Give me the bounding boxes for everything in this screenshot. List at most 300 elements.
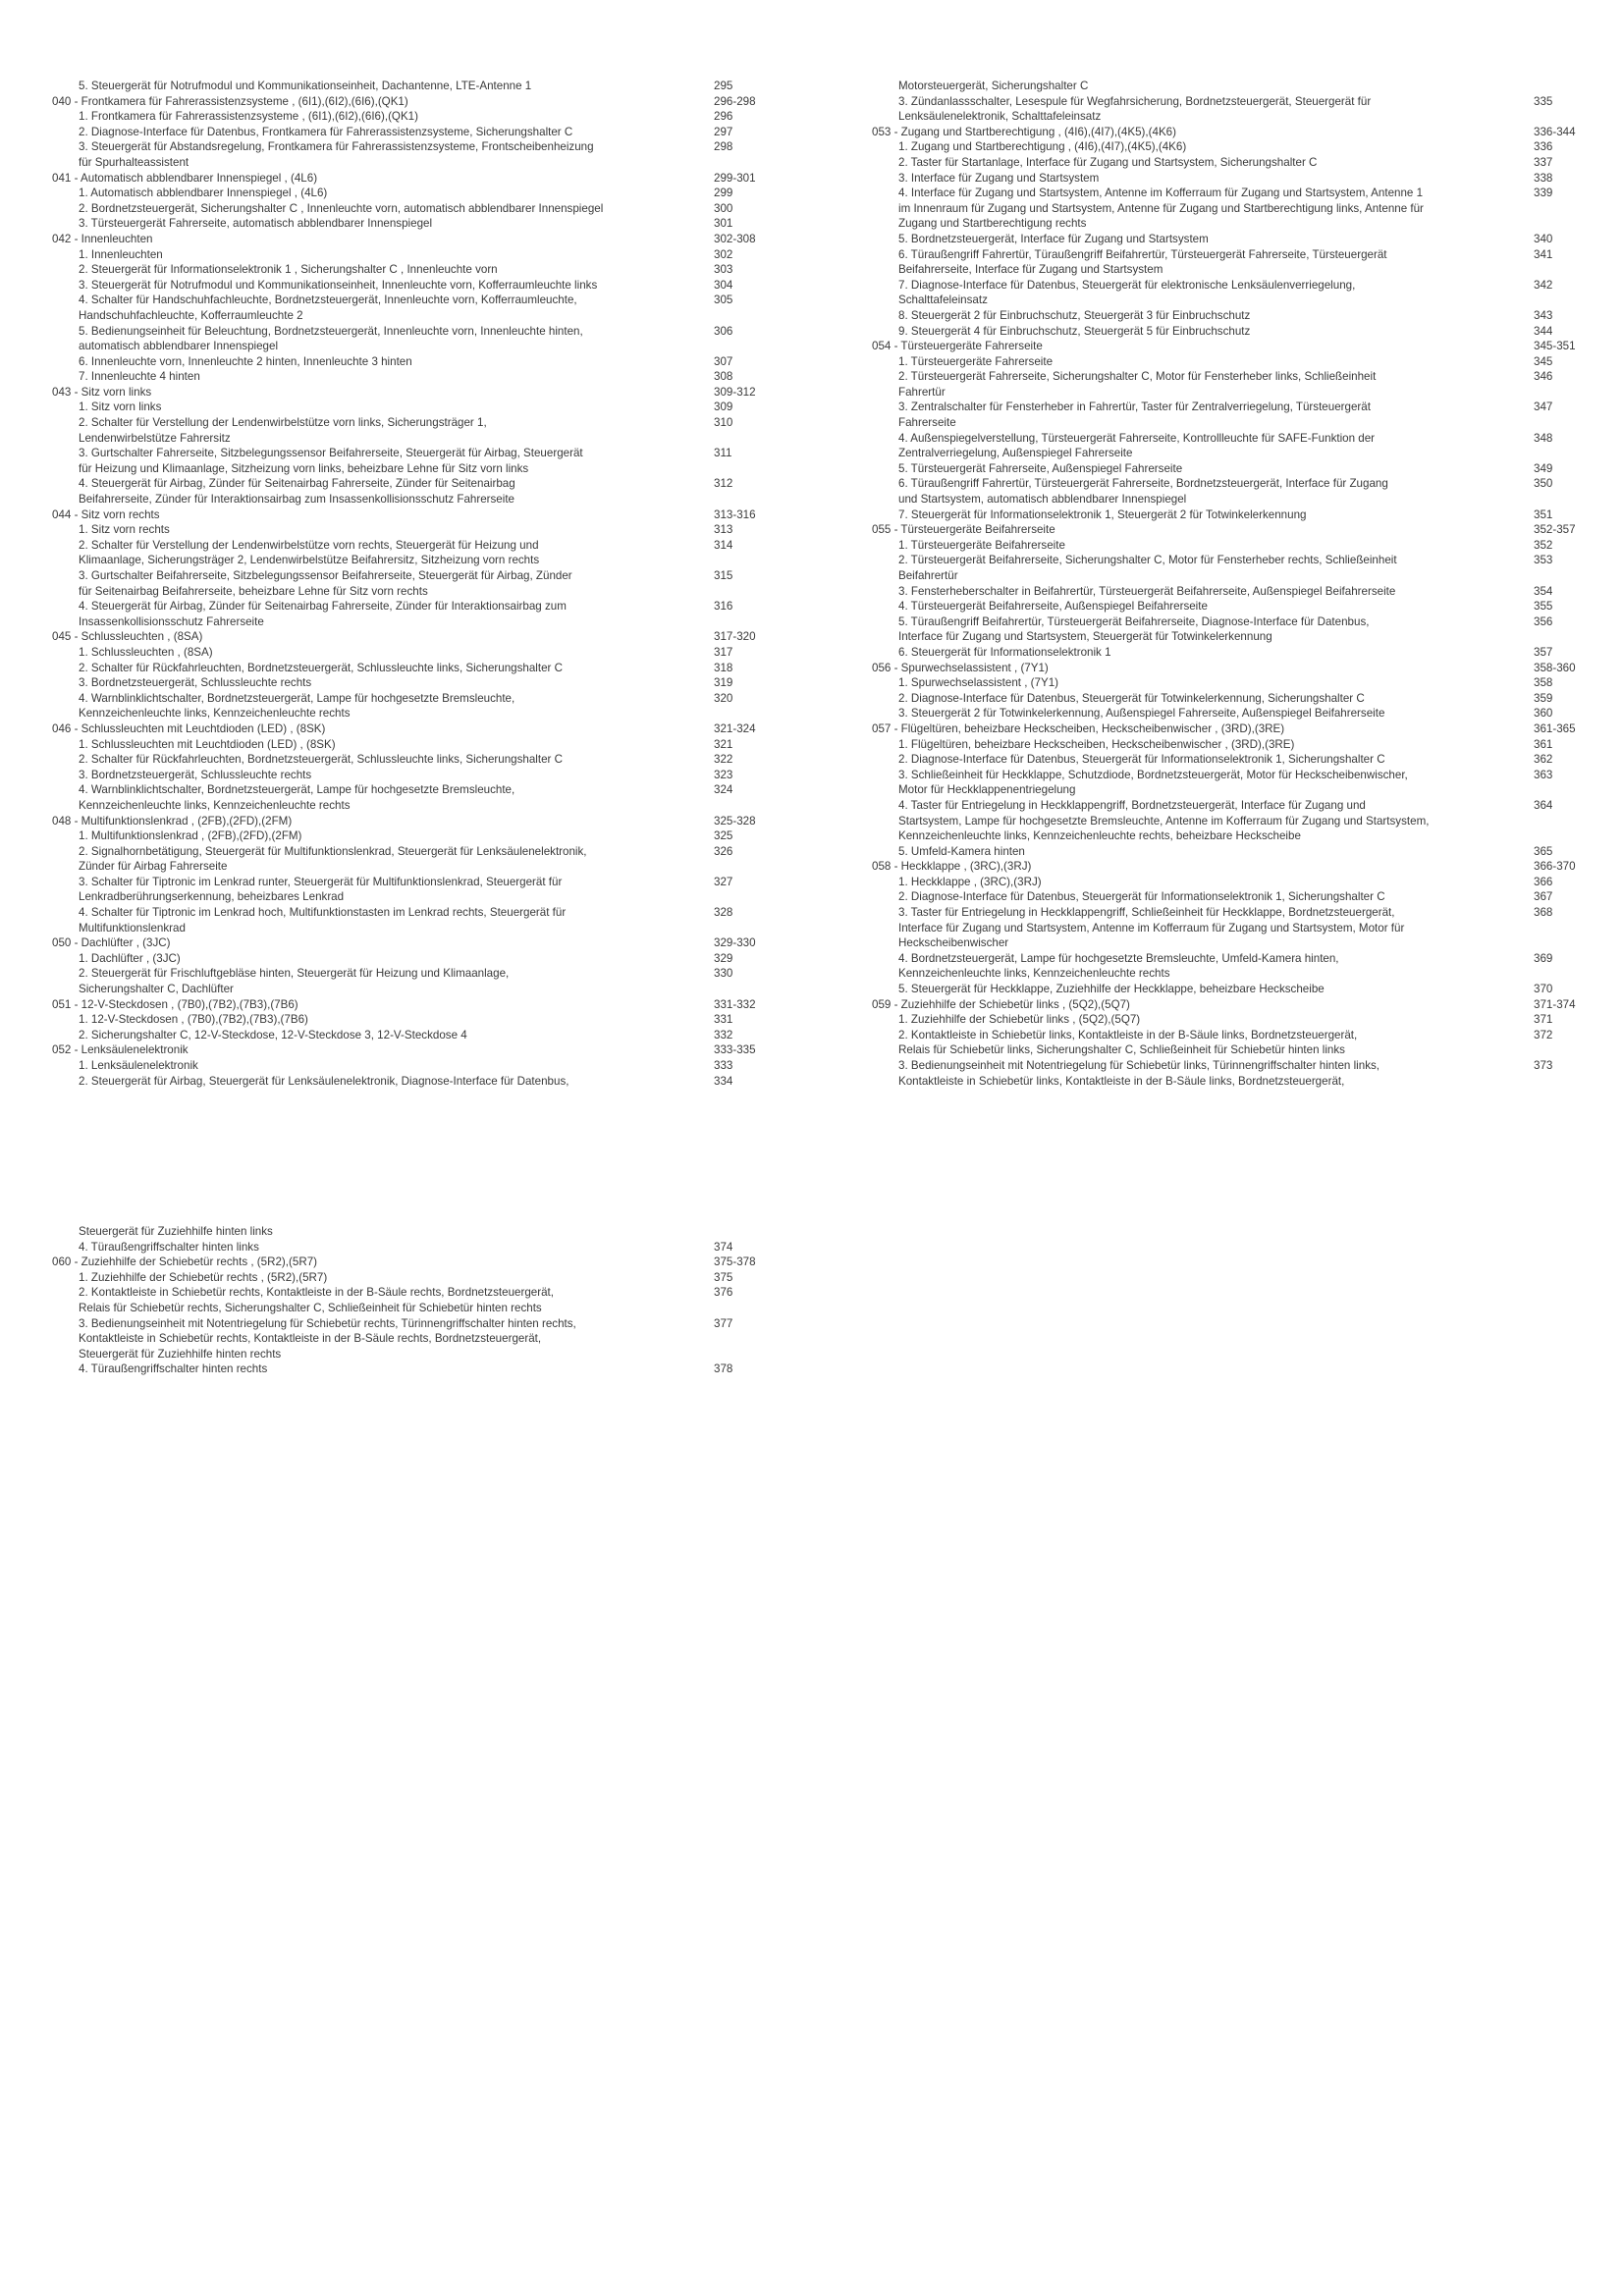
toc-entry-text: 4. Türaußengriffschalter hinten links	[79, 1240, 259, 1254]
toc-entry-row	[52, 844, 779, 860]
toc-entry-row	[872, 247, 1553, 263]
toc-entry-row	[872, 629, 1549, 645]
toc-entry-text: 5. Türaußengriff Beifahrertür, Türsteuergerät Beifahrerseite, Diagnose-Interface für Datenbus,	[898, 614, 1370, 628]
toc-page-number: 352-357	[1534, 523, 1576, 537]
toc-page-number: 359	[1534, 691, 1553, 705]
toc-page-number: 325-328	[714, 814, 756, 828]
toc-entry-row	[52, 706, 779, 721]
toc-page-number: 312	[714, 477, 733, 491]
toc-page-number: 315	[714, 569, 733, 582]
toc-page-number: 374	[714, 1240, 733, 1254]
toc-section-row	[52, 507, 779, 523]
toc-entry-text: für Spurhalteassistent	[79, 155, 189, 169]
toc-entry-row	[52, 538, 779, 554]
toc-entry-row	[872, 935, 1549, 951]
toc-entry-text: 4. Türsteuergerät Beifahrerseite, Außenspiegel Beifahrerseite	[898, 600, 1208, 614]
toc-entry-text: 4. Interface für Zugang und Startsystem, Antenne im Kofferraum für Zugang und Startsystem, Antenne 1	[898, 187, 1424, 200]
toc-entry-text: Kennzeichenleuchte links, Kennzeichenleuchte rechts	[79, 707, 351, 721]
toc-entry-row	[872, 324, 1553, 340]
toc-page-number: 320	[714, 691, 733, 705]
toc-page-number: 372	[1534, 1028, 1553, 1041]
toc-page-number: 296-298	[714, 94, 756, 108]
toc-entry-text: und Startsystem, automatisch abblendbarer Innenspiegel	[898, 493, 1187, 507]
toc-entry-text: 3. Gurtschalter Beifahrerseite, Sitzbelegungssensor Beifahrerseite, Steuergerät für Airbag, Zünder	[79, 569, 572, 582]
toc-entry-text: Zentralverriegelung, Außenspiegel Fahrerseite	[898, 447, 1133, 460]
toc-entry-text: 9. Steuergerät 4 für Einbruchschutz, Steuergerät 5 für Einbruchschutz	[898, 324, 1251, 338]
toc-entry-row	[872, 308, 1553, 324]
toc-entry-text: Interface für Zugang und Startsystem, Steuergerät für Totwinkelerkennung	[898, 630, 1272, 644]
toc-entry-row	[872, 186, 1553, 201]
toc-page-number: 366-370	[1534, 860, 1576, 874]
toc-page-number: 353	[1534, 554, 1553, 567]
toc-page-number: 373	[1534, 1059, 1553, 1072]
toc-entry-row	[872, 415, 1549, 431]
toc-page-number: 378	[714, 1362, 733, 1376]
toc-entry-row	[52, 889, 779, 905]
toc-page-number: 333-335	[714, 1043, 756, 1057]
toc-entry-row	[52, 492, 779, 507]
toc-entry-text: 5. Bedienungseinheit für Beleuchtung, Bordnetzsteuergerät, Innenleuchte vorn, Innenleuchte hinten,	[79, 324, 583, 338]
toc-entry-text: 055 - Türsteuergeräte Beifahrerseite	[872, 523, 1055, 537]
toc-entry-row	[872, 201, 1549, 217]
toc-section-row	[52, 385, 779, 400]
toc-entry-row	[52, 109, 779, 125]
toc-entry-row	[52, 354, 779, 370]
toc-entry-text: Schalttafeleinsatz	[898, 294, 988, 307]
toc-entry-row	[52, 675, 779, 691]
toc-entry-row	[52, 125, 779, 140]
toc-entry-row	[872, 492, 1549, 507]
toc-entry-row	[872, 828, 1549, 844]
toc-page-number: 324	[714, 783, 733, 797]
toc-page-number: 339	[1534, 187, 1553, 200]
toc-entry-text: 4. Bordnetzsteuergerät, Lampe für hochgesetzte Bremsleuchte, Umfeld-Kamera hinten,	[898, 951, 1339, 965]
toc-entry-row	[872, 905, 1553, 921]
toc-page-number: 316	[714, 600, 733, 614]
toc-page-number: 360	[1534, 707, 1553, 721]
toc-entry-row	[872, 171, 1553, 187]
toc-entry-row	[52, 278, 779, 294]
toc-entry-row	[52, 691, 779, 707]
toc-entry-text: 3. Zentralschalter für Fensterheber in Fahrertür, Taster für Zentralverriegelung, Türsteuergerät	[898, 400, 1371, 414]
toc-entry-row	[872, 706, 1553, 721]
toc-page-number: 343	[1534, 308, 1553, 322]
toc-entry-text: 7. Diagnose-Interface für Datenbus, Steuergerät für elektronische Lenksäulenverriegelung,	[898, 278, 1356, 292]
toc-entry-text: 050 - Dachlüfter , (3JC)	[52, 936, 171, 950]
toc-entry-row	[872, 278, 1553, 294]
toc-page-number: 319	[714, 676, 733, 690]
toc-entry-text: Multifunktionslenkrad	[79, 921, 186, 934]
toc-entry-row	[52, 201, 779, 217]
toc-page-number: 377	[714, 1316, 733, 1330]
toc-entry-text: 3. Türsteuergerät Fahrerseite, automatisch abblendbarer Innenspiegel	[79, 217, 433, 231]
toc-section-row	[872, 859, 1576, 875]
toc-entry-row	[52, 1012, 779, 1028]
toc-page-number: 329	[714, 951, 733, 965]
toc-entry-text: 5. Steuergerät für Heckklappe, Zuziehhilfe der Heckklappe, beheizbare Heckscheibe	[898, 983, 1325, 996]
toc-entry-text: 052 - Lenksäulenelektronik	[52, 1043, 189, 1057]
toc-page-number: 304	[714, 278, 733, 292]
toc-page-number: 328	[714, 906, 733, 920]
toc-page-number: 332	[714, 1028, 733, 1041]
toc-section-row	[52, 1255, 779, 1270]
toc-entry-text: 048 - Multifunktionslenkrad , (2FB),(2FD),(2FM)	[52, 814, 293, 828]
toc-entry-text: 1. Flügeltüren, beheizbare Heckscheiben, Heckscheibenwischer , (3RD),(3RE)	[898, 737, 1295, 751]
toc-section-row	[52, 232, 779, 247]
toc-entry-row	[52, 768, 779, 783]
toc-page-number: 333	[714, 1059, 733, 1072]
toc-entry-row	[872, 675, 1553, 691]
toc-entry-row	[872, 232, 1553, 247]
toc-entry-text: 1. Zugang und Startberechtigung , (4I6),(4I7),(4K5),(4K6)	[898, 140, 1187, 154]
toc-page-number: 310	[714, 416, 733, 430]
toc-entry-row	[52, 186, 779, 201]
toc-entry-text: 2. Steuergerät für Frischluftgebläse hinten, Steuergerät für Heizung und Klimaanlage,	[79, 967, 510, 981]
toc-entry-row	[872, 568, 1549, 584]
toc-entry-text: 1. Spurwechselassistent , (7Y1)	[898, 676, 1059, 690]
toc-page-number: 314	[714, 538, 733, 552]
toc-entry-text: 3. Steuergerät für Abstandsregelung, Frontkamera für Fahrerassistenzsysteme, Frontscheibenheizung	[79, 140, 594, 154]
toc-entry-row	[872, 507, 1553, 523]
toc-page-number: 307	[714, 354, 733, 368]
toc-entry-text: 1. Multifunktionslenkrad , (2FB),(2FD),(2FM)	[79, 829, 302, 843]
toc-page-number: 317	[714, 645, 733, 659]
toc-entry-text: 3. Taster für Entriegelung in Heckklappengriff, Schließeinheit für Heckklappe, Bordnetzsteuergerät,	[898, 906, 1395, 920]
toc-entry-row	[52, 339, 779, 354]
toc-entry-row	[52, 614, 779, 630]
toc-entry-text: 3. Steuergerät 2 für Totwinkelerkennung, Außenspiegel Fahrerseite, Außenspiegel Beifahrerseite	[898, 707, 1385, 721]
toc-page-number: 302-308	[714, 232, 756, 245]
toc-entry-row	[872, 1042, 1549, 1058]
toc-page-number: 376	[714, 1286, 733, 1300]
toc-page-number: 297	[714, 125, 733, 138]
toc-page-number: 375	[714, 1270, 733, 1284]
toc-entry-text: 054 - Türsteuergeräte Fahrerseite	[872, 340, 1043, 353]
toc-entry-row	[52, 415, 779, 431]
toc-page-number: 357	[1534, 645, 1553, 659]
toc-entry-text: 5. Umfeld-Kamera hinten	[898, 844, 1025, 858]
toc-entry-text: 4. Schalter für Tiptronic im Lenkrad hoch, Multifunktionstasten im Lenkrad rechts, Steuergerät für	[79, 906, 567, 920]
toc-section-row	[52, 171, 779, 187]
toc-page-number: 327	[714, 875, 733, 888]
toc-page-number: 298	[714, 140, 733, 154]
toc-entry-row	[52, 324, 779, 340]
toc-entry-row	[872, 921, 1549, 936]
toc-entry-row	[52, 155, 779, 171]
toc-entry-row	[872, 798, 1553, 814]
toc-entry-row	[872, 889, 1553, 905]
toc-entry-text: 1. Frontkamera für Fahrerassistenzsysteme , (6I1),(6I2),(6I6),(QK1)	[79, 110, 418, 124]
toc-page-number: 369	[1534, 951, 1553, 965]
toc-section-row	[52, 935, 779, 951]
toc-entry-row	[872, 814, 1549, 829]
toc-page-number: 352	[1534, 538, 1553, 552]
toc-entry-text: 2. Kontaktleiste in Schiebetür rechts, Kontaktleiste in der B-Säule rechts, Bordnetzsteuergerät,	[79, 1286, 554, 1300]
toc-entry-text: Kontaktleiste in Schiebetür rechts, Kontaktleiste in der B-Säule rechts, Bordnetzsteuergerät,	[79, 1332, 542, 1346]
toc-entry-row	[872, 79, 1549, 94]
toc-entry-text: 2. Signalhornbetätigung, Steuergerät für Multifunktionslenkrad, Steuergerät für Lenksäulenelektronik,	[79, 844, 587, 858]
toc-section-row	[872, 721, 1576, 737]
toc-entry-row	[52, 859, 779, 875]
toc-page-number: 329-330	[714, 936, 756, 950]
toc-entry-row	[872, 139, 1553, 155]
toc-entry-text: Fahrerseite	[898, 416, 956, 430]
toc-entry-text: 3. Bordnetzsteuergerät, Schlussleuchte rechts	[79, 676, 312, 690]
toc-entry-text: 2. Schalter für Verstellung der Lendenwirbelstütze vorn links, Sicherungsträger 1,	[79, 416, 487, 430]
toc-entry-row	[52, 1331, 779, 1347]
toc-entry-text: 3. Gurtschalter Fahrerseite, Sitzbelegungssensor Beifahrerseite, Steuergerät für Airbag, Steuergerät	[79, 447, 583, 460]
toc-entry-text: Steuergerät für Zuziehhilfe hinten rechts	[79, 1347, 282, 1361]
toc-section-row	[52, 814, 779, 829]
toc-page-number: 364	[1534, 798, 1553, 812]
toc-entry-text: 1. Innenleuchten	[79, 247, 163, 261]
toc-page-number: 296	[714, 110, 733, 124]
toc-entry-row	[52, 369, 779, 385]
toc-entry-row	[52, 1347, 779, 1362]
toc-entry-row	[872, 844, 1553, 860]
toc-page-number: 366	[1534, 875, 1553, 888]
toc-entry-row	[872, 1074, 1549, 1090]
toc-page-number: 334	[714, 1074, 733, 1088]
toc-page-number: 367	[1534, 890, 1553, 904]
toc-entry-text: 5. Türsteuergerät Fahrerseite, Außenspiegel Fahrerseite	[898, 461, 1183, 475]
toc-section-row	[872, 522, 1576, 538]
toc-entry-text: 044 - Sitz vorn rechts	[52, 507, 160, 521]
toc-entry-text: Zünder für Airbag Fahrerseite	[79, 860, 228, 874]
toc-entry-text: Handschuhfachleuchte, Kofferraumleuchte 2	[79, 308, 303, 322]
toc-entry-row	[52, 645, 779, 661]
toc-entry-text: 056 - Spurwechselassistent , (7Y1)	[872, 661, 1049, 674]
toc-entry-text: 2. Bordnetzsteuergerät, Sicherungshalter C , Innenleuchte vorn, automatisch abblendbarer Innenspiegel	[79, 201, 604, 215]
toc-entry-text: 2. Türsteuergerät Beifahrerseite, Sicherungshalter C, Motor für Fensterheber rechts, Schließeinheit	[898, 554, 1397, 567]
toc-page-number: 331	[714, 1013, 733, 1027]
toc-entry-row	[52, 1028, 779, 1043]
toc-entry-row	[872, 966, 1549, 982]
toc-section-row	[872, 997, 1576, 1013]
toc-entry-row	[52, 1074, 779, 1090]
toc-entry-row	[872, 553, 1553, 568]
toc-page-number: 323	[714, 768, 733, 781]
toc-page-number: 354	[1534, 584, 1553, 598]
toc-entry-row	[52, 1362, 779, 1377]
toc-page-number: 358-360	[1534, 661, 1576, 674]
toc-page-number: 346	[1534, 370, 1553, 384]
toc-entry-row	[52, 982, 779, 997]
toc-entry-row	[872, 216, 1549, 232]
toc-entry-text: 4. Steuergerät für Airbag, Zünder für Seitenairbag Fahrerseite, Zünder für Seitenairbag	[79, 477, 515, 491]
toc-entry-text: 3. Schließeinheit für Heckklappe, Schutzdiode, Bordnetzsteuergerät, Motor für Heckscheibenwischer,	[898, 768, 1408, 781]
toc-entry-text: automatisch abblendbarer Innenspiegel	[79, 340, 279, 353]
toc-entry-text: 6. Türaußengriff Fahrertür, Türsteuergerät Fahrerseite, Bordnetzsteuergerät, Interface für Zugang	[898, 477, 1388, 491]
toc-page-number: 348	[1534, 431, 1553, 445]
toc-entry-row	[872, 385, 1549, 400]
toc-page-number: 335	[1534, 94, 1553, 108]
toc-entry-text: Relais für Schiebetür rechts, Sicherungshalter C, Schließeinheit für Schiebetür hinten rechts	[79, 1301, 542, 1314]
toc-entry-text: Klimaanlage, Sicherungsträger 2, Lendenwirbelstütze Beifahrersitz, Sitzheizung vorn rechts	[79, 554, 540, 567]
toc-page-number: 321	[714, 737, 733, 751]
toc-entry-text: 3. Fensterheberschalter in Beifahrertür, Türsteuergerät Beifahrerseite, Außenspiegel Beifahrerseite	[898, 584, 1396, 598]
toc-page-number: 303	[714, 263, 733, 277]
toc-page-number: 330	[714, 967, 733, 981]
toc-entry-text: Steuergerät für Zuziehhilfe hinten links	[79, 1225, 273, 1238]
toc-page-number: 375-378	[714, 1255, 756, 1269]
toc-column-left-continued	[52, 1224, 779, 1377]
toc-page-number: 301	[714, 217, 733, 231]
toc-entry-row	[872, 400, 1553, 415]
toc-page-number: 295	[714, 80, 733, 92]
toc-entry-text: 042 - Innenleuchten	[52, 232, 153, 245]
toc-entry-text: 1. Heckklappe , (3RC),(3RJ)	[898, 875, 1042, 888]
toc-page-number: 368	[1534, 906, 1553, 920]
toc-page-number: 336-344	[1534, 125, 1576, 138]
toc-entry-row	[52, 905, 779, 921]
toc-entry-row	[52, 79, 779, 94]
toc-entry-row	[52, 1285, 779, 1301]
toc-page-number: 336	[1534, 140, 1553, 154]
toc-entry-row	[872, 431, 1553, 447]
toc-entry-row	[52, 1240, 779, 1255]
toc-entry-text: 4. Steuergerät für Airbag, Zünder für Seitenairbag Fahrerseite, Zünder für Interaktionsairbag zum	[79, 600, 567, 614]
toc-entry-text: 046 - Schlussleuchten mit Leuchtdioden (LED) , (8SK)	[52, 721, 326, 735]
toc-entry-text: 059 - Zuziehhilfe der Schiebetür links , (5Q2),(5Q7)	[872, 997, 1130, 1011]
toc-entry-row	[52, 951, 779, 967]
toc-entry-text: Heckscheibenwischer	[898, 936, 1009, 950]
toc-entry-text: 4. Schalter für Handschuhfachleuchte, Bordnetzsteuergerät, Innenleuchte vorn, Kofferraumleuchte,	[79, 294, 577, 307]
toc-entry-row	[872, 1028, 1553, 1043]
toc-page-number: 300	[714, 201, 733, 215]
toc-entry-text: für Seitenairbag Beifahrerseite, beheizbare Lehne für Sitz vorn rechts	[79, 584, 428, 598]
toc-page-number: 350	[1534, 477, 1553, 491]
toc-entry-row	[872, 691, 1553, 707]
toc-entry-text: 2. Diagnose-Interface für Datenbus, Steuergerät für Informationselektronik 1, Sicherungshalter C	[898, 753, 1385, 767]
toc-entry-row	[52, 400, 779, 415]
toc-page-number: 340	[1534, 232, 1553, 245]
toc-page-number: 341	[1534, 247, 1553, 261]
toc-entry-text: 3. Zündanlassschalter, Lesespule für Wegfahrsicherung, Bordnetzsteuergerät, Steuergerät für	[898, 94, 1372, 108]
toc-entry-text: 4. Türaußengriffschalter hinten rechts	[79, 1362, 268, 1376]
toc-entry-text: 5. Bordnetzsteuergerät, Interface für Zugang und Startsystem	[898, 232, 1209, 245]
toc-entry-row	[872, 982, 1553, 997]
toc-entry-text: 2. Schalter für Rückfahrleuchten, Bordnetzsteuergerät, Schlussleuchte links, Sicherungshalter C	[79, 753, 563, 767]
toc-page-number: 345	[1534, 354, 1553, 368]
toc-entry-row	[872, 614, 1553, 630]
toc-page-number: 322	[714, 753, 733, 767]
toc-entry-row	[52, 798, 779, 814]
toc-entry-row	[52, 921, 779, 936]
toc-page-number: 358	[1534, 676, 1553, 690]
toc-entry-row	[872, 461, 1553, 477]
toc-entry-text: 041 - Automatisch abblendbarer Innenspiegel , (4L6)	[52, 171, 318, 185]
toc-entry-row	[52, 966, 779, 982]
toc-entry-row	[52, 476, 779, 492]
toc-entry-text: Interface für Zugang und Startsystem, Antenne im Kofferraum für Zugang und Startsystem, Motor für	[898, 921, 1405, 934]
toc-page-number: 299-301	[714, 171, 756, 185]
toc-page-number: 331-332	[714, 997, 756, 1011]
toc-entry-text: 2. Diagnose-Interface für Datenbus, Frontkamera für Fahrerassistenzsysteme, Sicherungshalter C	[79, 125, 573, 138]
toc-entry-row	[52, 139, 779, 155]
toc-entry-text: 1. Automatisch abblendbarer Innenspiegel , (4L6)	[79, 187, 328, 200]
toc-entry-row	[52, 875, 779, 890]
toc-entry-text: 1. Sitz vorn rechts	[79, 523, 170, 537]
toc-section-row	[872, 339, 1576, 354]
toc-entry-text: 1. Schlussleuchten , (8SA)	[79, 645, 213, 659]
toc-page-number: 362	[1534, 753, 1553, 767]
toc-entry-row	[52, 247, 779, 263]
toc-page-number: 365	[1534, 844, 1553, 858]
toc-entry-row	[52, 568, 779, 584]
toc-entry-text: Beifahrertür	[898, 569, 958, 582]
toc-entry-row	[872, 875, 1553, 890]
toc-entry-text: 1. Lenksäulenelektronik	[79, 1059, 198, 1072]
toc-entry-row	[872, 538, 1553, 554]
toc-entry-text: 1. Dachlüfter , (3JC)	[79, 951, 181, 965]
toc-entry-text: Fahrertür	[898, 385, 946, 399]
toc-page-number: 317-320	[714, 630, 756, 644]
toc-entry-row	[872, 262, 1549, 278]
toc-page-number: 342	[1534, 278, 1553, 292]
toc-entry-row	[52, 828, 779, 844]
toc-section-row	[52, 94, 779, 110]
toc-page-number: 299	[714, 187, 733, 200]
toc-entry-text: 2. Diagnose-Interface für Datenbus, Steuergerät für Totwinkelerkennung, Sicherungshalter C	[898, 691, 1365, 705]
toc-entry-row	[872, 782, 1549, 798]
toc-entry-row	[872, 354, 1553, 370]
toc-page-number: 344	[1534, 324, 1553, 338]
toc-entry-text: 2. Schalter für Rückfahrleuchten, Bordnetzsteuergerät, Schlussleuchte links, Sicherungshalter C	[79, 661, 563, 674]
toc-entry-text: 7. Steuergerät für Informationselektronik 1, Steuergerät 2 für Totwinkelerkennung	[898, 507, 1307, 521]
toc-column-right	[872, 79, 1576, 1089]
toc-entry-row	[52, 262, 779, 278]
toc-page-number: 305	[714, 294, 733, 307]
toc-entry-text: 8. Steuergerät 2 für Einbruchschutz, Steuergerät 3 für Einbruchschutz	[898, 308, 1251, 322]
toc-entry-row	[872, 109, 1549, 125]
toc-entry-text: 1. Schlussleuchten mit Leuchtdioden (LED) , (8SK)	[79, 737, 336, 751]
toc-page-number: 306	[714, 324, 733, 338]
toc-page-number: 311	[714, 447, 732, 460]
toc-entry-text: Kontaktleiste in Schiebetür links, Kontaktleiste in der B-Säule links, Bordnetzsteuergerät,	[898, 1074, 1345, 1088]
toc-entry-text: 051 - 12-V-Steckdosen , (7B0),(7B2),(7B3),(7B6)	[52, 997, 298, 1011]
toc-page-number: 361	[1534, 737, 1553, 751]
toc-entry-row	[52, 661, 779, 676]
toc-entry-text: 1. 12-V-Steckdosen , (7B0),(7B2),(7B3),(7B6)	[79, 1013, 308, 1027]
toc-page-number: 363	[1534, 768, 1553, 781]
toc-entry-text: Sicherungshalter C, Dachlüfter	[79, 983, 234, 996]
toc-entry-row	[52, 293, 779, 308]
toc-entry-row	[52, 522, 779, 538]
toc-entry-text: 1. Zuziehhilfe der Schiebetür links , (5Q2),(5Q7)	[898, 1013, 1141, 1027]
toc-page-number: 356	[1534, 614, 1553, 628]
toc-entry-text: 3. Bordnetzsteuergerät, Schlussleuchte rechts	[79, 768, 312, 781]
toc-entry-text: 2. Steuergerät für Informationselektronik 1 , Sicherungshalter C , Innenleuchte vorn	[79, 263, 498, 277]
toc-entry-text: Motor für Heckklappenentriegelung	[898, 783, 1076, 797]
toc-entry-row	[872, 293, 1549, 308]
toc-entry-row	[52, 737, 779, 753]
toc-page-number: 337	[1534, 155, 1553, 169]
toc-column-left	[52, 79, 779, 1089]
toc-entry-text: 6. Türaußengriff Fahrertür, Türaußengriff Beifahrertür, Türsteuergerät Fahrerseite, Türsteuergerät	[898, 247, 1387, 261]
toc-entry-text: 2. Kontaktleiste in Schiebetür links, Kontaktleiste in der B-Säule links, Bordnetzsteuergerät,	[898, 1028, 1358, 1041]
toc-entry-row	[872, 599, 1553, 614]
toc-entry-text: Motorsteuergerät, Sicherungshalter C	[898, 80, 1089, 92]
toc-page-number: 351	[1534, 507, 1553, 521]
toc-entry-text: 2. Sicherungshalter C, 12-V-Steckdose, 12-V-Steckdose 3, 12-V-Steckdose 4	[79, 1028, 467, 1041]
toc-entry-row	[872, 446, 1549, 461]
toc-entry-text: 4. Außenspiegelverstellung, Türsteuergerät Fahrerseite, Kontrollleuchte für SAFE-Funktion der	[898, 431, 1376, 445]
toc-entry-text: 053 - Zugang und Startberechtigung , (4I6),(4I7),(4K5),(4K6)	[872, 125, 1176, 138]
toc-entry-row	[52, 461, 779, 477]
toc-section-row	[52, 1042, 779, 1058]
toc-entry-text: 4. Taster für Entriegelung in Heckklappengriff, Bordnetzsteuergerät, Interface für Zugang und	[898, 798, 1366, 812]
